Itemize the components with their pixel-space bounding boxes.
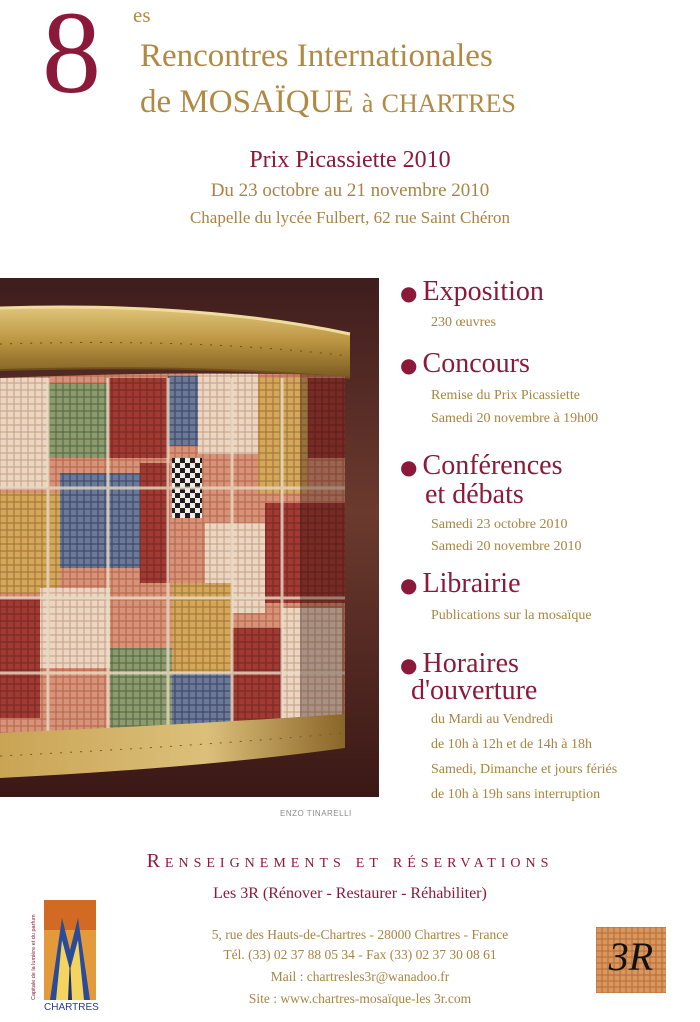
program-line: de 10h à 12h et de 14h à 18h: [431, 737, 592, 752]
program-title-line2: d'ouverture: [411, 675, 538, 706]
edition-suffix: es: [133, 3, 151, 27]
program-title: Horaires: [422, 648, 519, 679]
program-title: Conférences: [422, 450, 563, 481]
les-3r-logo: [596, 927, 666, 993]
photo-credit: ENZO TINARELLI: [280, 809, 352, 818]
title-word-city: CHARTRES: [381, 89, 516, 118]
bullet-icon: ●: [400, 455, 418, 479]
event-venue: Chapelle du lycée Fulbert, 62 rue Saint Chéron: [189, 208, 511, 227]
email-line[interactable]: Mail : chartresles3r@wanadoo.fr: [270, 969, 450, 984]
address: 5, rue des Hauts-de-Chartres - 28000 Chartres - France: [211, 927, 509, 942]
bullet-icon: ●: [400, 653, 418, 677]
program-line: Samedi 20 novembre à 19h00: [431, 411, 599, 426]
program-title: Exposition: [422, 276, 544, 307]
mosaic-photo: [0, 278, 379, 797]
bullet-icon: ●: [400, 573, 418, 597]
title-line-2: [140, 84, 516, 121]
title-word-mosaique: MOSAÏQUE: [179, 84, 354, 120]
program-item-concours: [400, 349, 530, 379]
program-line: Remise du Prix Picassiette: [431, 388, 580, 403]
title-word-de: de: [140, 84, 172, 120]
phone-fax: Tél. (33) 02 37 88 05 34 - Fax (33) 02 37 30 08 61: [223, 947, 497, 962]
website-line[interactable]: Site : www.chartres-mosaïque-les 3r.com: [248, 991, 472, 1006]
bullet-icon: ●: [400, 353, 418, 377]
program-title-line2: et débats: [425, 479, 524, 510]
title-line-1: Rencontres Internationales: [140, 38, 493, 74]
logo-vertical-text: [31, 904, 41, 1000]
program-title: Librairie: [422, 568, 521, 599]
logo-vertical-caption: Capitale de la lumière et du parfum: [31, 914, 37, 1000]
program-line: Samedi 23 octobre 2010: [431, 517, 568, 532]
bullet-icon: ●: [400, 281, 418, 305]
edition-number: 8: [42, 0, 101, 118]
title-word-a: à: [361, 89, 374, 118]
organizer-name: Les 3R (Rénover - Restaurer - Réhabiliter): [213, 885, 487, 902]
logo-3r-text: 3R: [608, 934, 654, 979]
program-item-librairie: [400, 569, 521, 599]
logo-caption: CHARTRES: [44, 1002, 99, 1013]
program-item-exposition: [400, 277, 544, 307]
program-line: de 10h à 19h sans interruption: [431, 787, 601, 802]
event-dates: Du 23 octobre au 21 novembre 2010: [210, 180, 490, 201]
info-heading: Renseignements et réservations: [146, 850, 554, 872]
program-line: Samedi, Dimanche et jours fériés: [431, 762, 618, 777]
program-title: Concours: [422, 348, 530, 379]
mosaic-artwork: [0, 278, 379, 797]
chartres-logo: [31, 900, 99, 1018]
program-line: du Mardi au Vendredi: [431, 712, 554, 727]
prix-title: Prix Picassiette 2010: [249, 147, 451, 173]
program-item-conferences: [400, 451, 562, 481]
program-line: 230 œuvres: [431, 315, 496, 330]
program-line: Publications sur la mosaïque: [431, 608, 592, 623]
program-line: Samedi 20 novembre 2010: [431, 539, 582, 554]
